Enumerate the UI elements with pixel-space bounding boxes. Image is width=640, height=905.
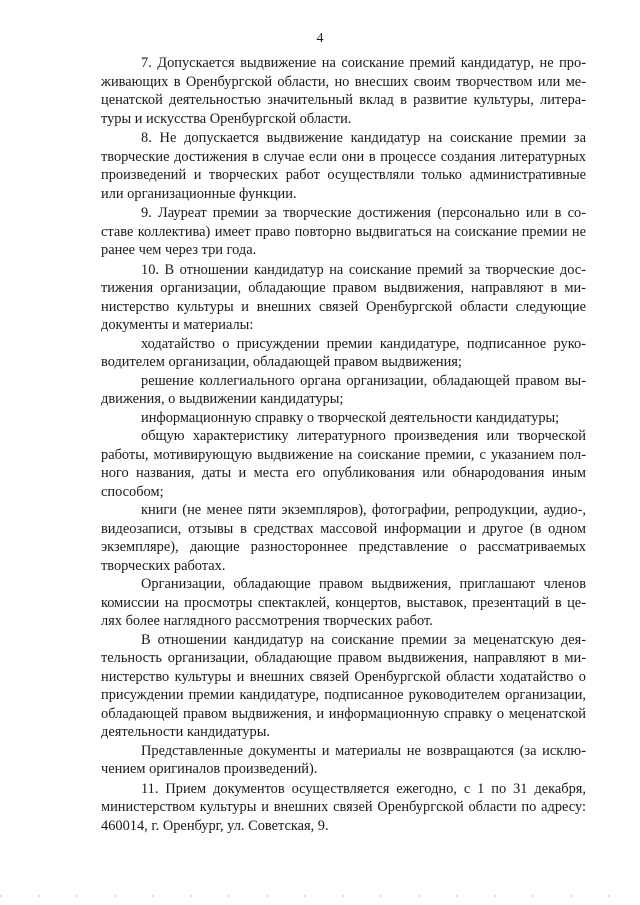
list-item-decision: решение коллегиального органа организации, обладающей правом выдвижения, о выдвижении кандидатуры; <box>101 372 586 407</box>
paragraph-item-11: 11. Прием документов осуществляется ежегодно, с 1 по 31 декабря, министерством культуры и внешних связей Оренбургской области по адресу: 460014, г. Оренбург, ул. Советская, 9. <box>101 780 586 834</box>
scan-edge-divider <box>0 895 640 897</box>
list-item-materials: книги (не менее пяти экземпляров), фотографии, репродукции, аудио-, видеозаписи, отзывы в средствах массовой информации и другое (в одном экземпляре), дающие разностороннее представление о рассматриваемых творческих работах. <box>101 502 586 574</box>
list-item-characteristic: общую характеристику литературного произведения или творческой работы, мотивирующую выдвижение на соискание премии, с указанием полного названия, даты и места его опубликования или обнародования иным способом; <box>101 428 586 500</box>
paragraph-item-10: 10. В отношении кандидатур на соискание премий за творческие достижения организации, обладающие правом выдвижения, направляют в министерство культуры и внешних связей Оренбургской области следующие документы и материалы: <box>101 261 586 333</box>
paragraph-viewings: Организации, обладающие правом выдвижения, приглашают членов комиссии на просмотры спектаклей, концертов, выставок, презентаций в целях более наглядного рассмотрения творческих работ. <box>101 576 586 629</box>
list-item-petition: ходатайство о присуждении премии кандидатуре, подписанное руководителем организации, обладающей правом выдвижения; <box>101 335 586 370</box>
paragraph-item-9: 9. Лауреат премии за творческие достижения (персонально или в составе коллектива) имеет право повторно выдвигаться на соискание премии не ранее чем через три года. <box>101 205 586 258</box>
paragraph-item-8: 8. Не допускается выдвижение кандидатур на соискание премии за творческие достижения в случае если они в процессе создания литературных произведений и творческих работ осуществляли только административные или организационные функции. <box>101 130 586 202</box>
document-body <box>101 54 586 835</box>
paragraph-patronage: В отношении кандидатур на соискание премии за меценатскую деятельность организации, обладающие правом выдвижения, направляют в министерство культуры и внешних связей Оренбургской области ходатайство о присуждении премии кандидатуре, подписанное руководителем организации, обладающей правом выдвижения, и информационную справку о меценатской деятельности кандидатуры. <box>101 631 586 740</box>
list-item-info-reference: информационную справку о творческой деятельности кандидатуры; <box>141 409 560 426</box>
paragraph-item-7: 7. Допускается выдвижение на соискание премий кандидатур, не проживающих в Оренбургской области, но внесших своим творчеством или меценатской деятельностью значительный вклад в развитие культуры, литературы и искусства Оренбургской области. <box>101 55 586 127</box>
page-number: 4 <box>316 31 324 46</box>
paragraph-not-returned: Представленные документы и материалы не возвращаются (за исключением оригиналов произведений). <box>101 742 586 777</box>
